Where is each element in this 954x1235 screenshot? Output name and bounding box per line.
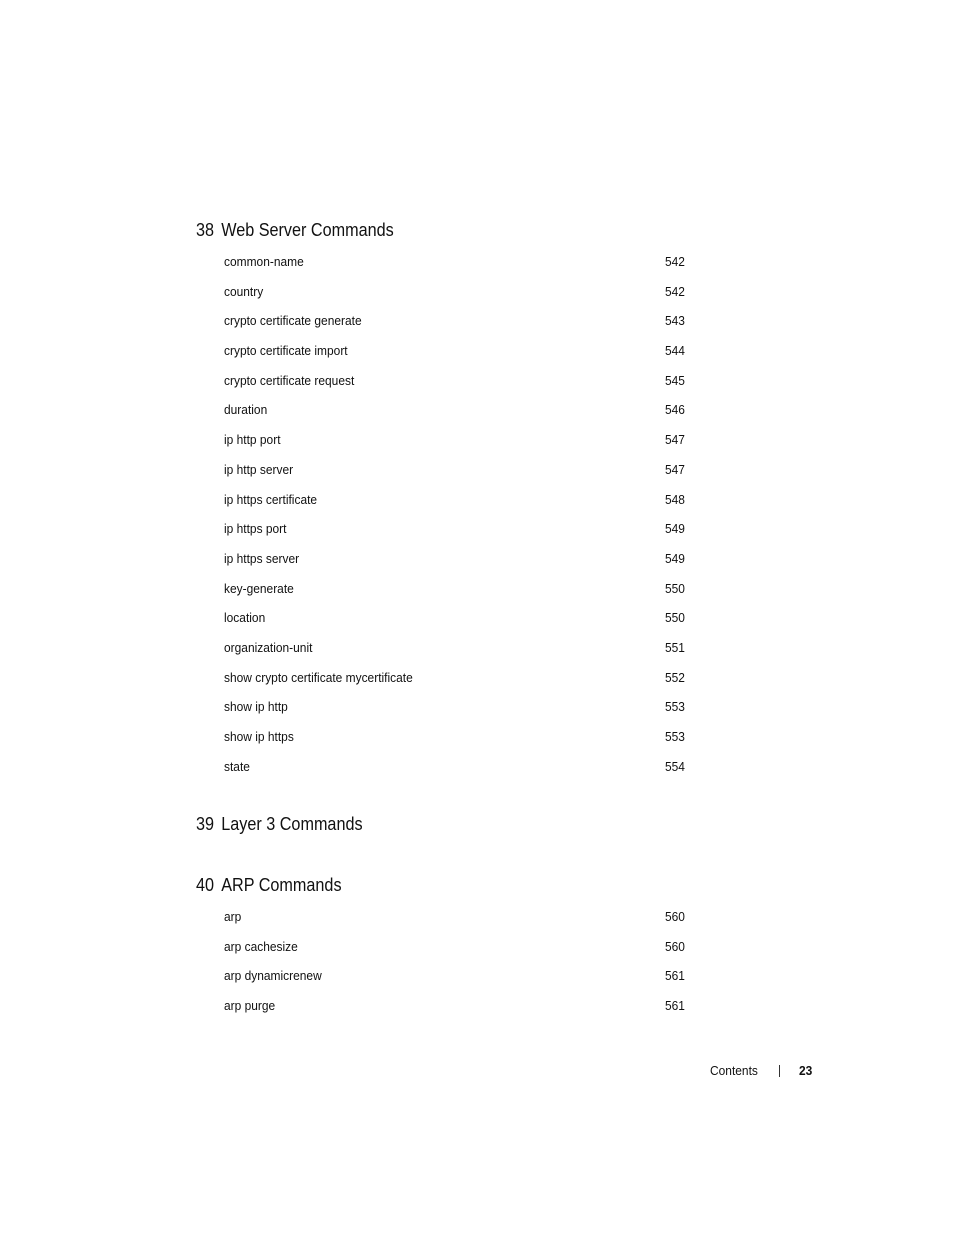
entry-label: arp cachesize: [224, 938, 298, 954]
entry-label: ip http port: [224, 432, 281, 448]
toc-entry[interactable]: [196, 460, 716, 490]
entry-label: arp dynamicrenew: [224, 968, 322, 984]
entry-page-number: 547: [665, 432, 685, 448]
footer-page-number: 23: [799, 1063, 813, 1078]
toc-entry[interactable]: [196, 400, 716, 430]
entry-label: organization-unit: [224, 639, 313, 655]
entry-label: ip https server: [224, 550, 300, 566]
entry-label: common-name: [224, 254, 304, 269]
entry-label: country: [224, 283, 264, 299]
entry-page-number: 544: [665, 343, 685, 359]
toc-entry[interactable]: [196, 282, 716, 312]
toc-entry[interactable]: [196, 252, 716, 282]
toc-entry[interactable]: [196, 430, 716, 460]
entry-label: crypto certificate generate: [224, 313, 362, 329]
entry-page-number: 560: [665, 938, 685, 954]
toc-entry[interactable]: [196, 937, 716, 967]
entry-label: ip https port: [224, 521, 287, 537]
entry-label: show crypto certificate mycertificate: [224, 669, 413, 685]
entry-page-number: 549: [665, 521, 685, 537]
entry-page-number: 560: [665, 909, 685, 924]
toc-entry[interactable]: [196, 996, 716, 1026]
toc-entry[interactable]: [196, 549, 716, 579]
entry-label: arp: [224, 909, 242, 924]
chapter-number: 38: [196, 220, 215, 240]
entry-label: state: [224, 758, 250, 774]
entry-page-number: 553: [665, 729, 685, 744]
entry-label: show ip http: [224, 699, 288, 715]
entry-list: [196, 252, 716, 786]
chapter-39: [196, 812, 716, 836]
entry-label: key-generate: [224, 580, 294, 596]
entry-page-number: 549: [665, 550, 685, 566]
chapter-heading[interactable]: [196, 873, 664, 897]
toc-entry[interactable]: [196, 638, 716, 668]
entry-label: ip http server: [224, 461, 294, 477]
entry-page-number: 561: [665, 968, 685, 984]
entry-page-number: 546: [665, 402, 685, 418]
footer-section-label: Contents: [710, 1063, 758, 1078]
entry-page-number: 550: [665, 610, 685, 626]
chapter-heading[interactable]: [196, 218, 664, 242]
entry-page-number: 553: [665, 699, 685, 715]
entry-page-number: 547: [665, 461, 685, 477]
toc-entry[interactable]: [196, 608, 716, 638]
entry-page-number: 543: [665, 313, 685, 329]
chapter-number: 39: [196, 814, 215, 834]
entry-page-number: 542: [665, 254, 685, 269]
toc-entry[interactable]: [196, 490, 716, 520]
toc-entry[interactable]: [196, 757, 716, 787]
entry-label: arp purge: [224, 998, 276, 1014]
entry-page-number: 550: [665, 580, 685, 596]
toc-entry[interactable]: [196, 966, 716, 996]
chapter-heading[interactable]: [196, 812, 664, 836]
entry-page-number: 542: [665, 283, 685, 299]
chapter-title: Web Server Commands: [221, 220, 394, 240]
footer-divider: [779, 1065, 780, 1077]
entry-page-number: 551: [665, 639, 685, 655]
toc-entry[interactable]: [196, 697, 716, 727]
entry-label: show ip https: [224, 729, 294, 744]
toc-entry[interactable]: [196, 579, 716, 609]
toc-entry[interactable]: [196, 668, 716, 698]
entry-label: crypto certificate request: [224, 372, 355, 388]
entry-page-number: 561: [665, 998, 685, 1014]
toc-entry[interactable]: [196, 311, 716, 341]
chapter-40: [196, 873, 716, 1026]
toc-entry[interactable]: [196, 371, 716, 401]
entry-page-number: 548: [665, 491, 685, 507]
entry-label: location: [224, 610, 266, 626]
entry-page-number: 552: [665, 669, 685, 685]
toc-entry[interactable]: [196, 727, 716, 757]
chapter-title: Layer 3 Commands: [221, 814, 363, 834]
entry-list: [196, 907, 716, 1026]
chapter-title: ARP Commands: [221, 875, 342, 895]
entry-label: duration: [224, 402, 268, 418]
chapter-number: 40: [196, 875, 215, 895]
toc-entry[interactable]: [196, 907, 716, 937]
toc-entry[interactable]: [196, 341, 716, 371]
entry-label: crypto certificate import: [224, 343, 348, 359]
entry-page-number: 545: [665, 372, 685, 388]
chapter-38: [196, 218, 716, 786]
entry-label: ip https certificate: [224, 491, 318, 507]
entry-page-number: 554: [665, 758, 685, 774]
toc-entry[interactable]: [196, 519, 716, 549]
